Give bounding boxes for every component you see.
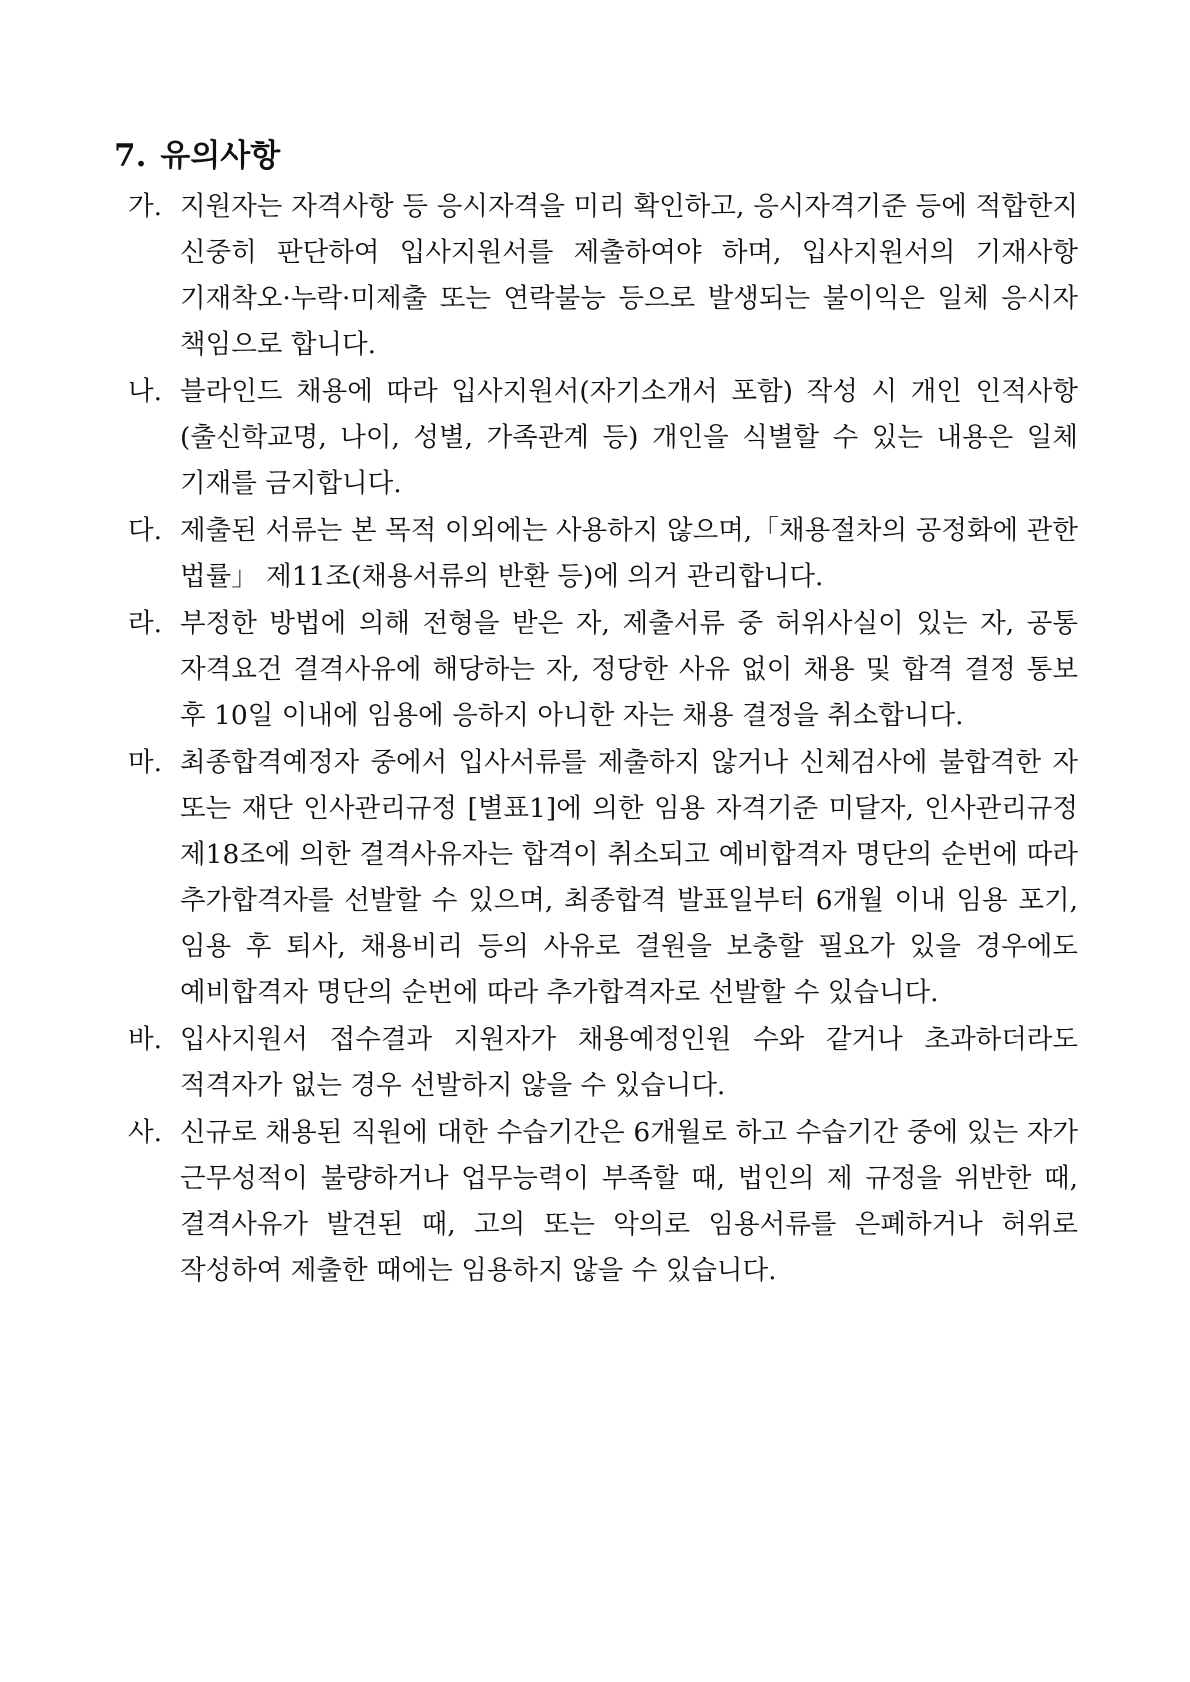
list-item: [128, 184, 1078, 368]
item-marker: 가.: [128, 191, 163, 222]
list-item: [128, 601, 1078, 739]
item-text: 입사지원서 접수결과 지원자가 채용예정인원 수와 같거나 초과하더라도 적격자가 없는 경우 선발하지 않을 수 있습니다.: [180, 1024, 1078, 1101]
item-marker: 사.: [128, 1117, 163, 1148]
list-item: [128, 369, 1078, 507]
item-marker: 다.: [128, 515, 163, 546]
list-item: [128, 1110, 1078, 1294]
list-item: [128, 508, 1078, 600]
item-text: 블라인드 채용에 따라 입사지원서(자기소개서 포함) 작성 시 개인 인적사항(출신학교명, 나이, 성별, 가족관계 등) 개인을 식별할 수 있는 내용은 일체 기재를 금지합니다.: [180, 376, 1078, 499]
item-marker: 나.: [128, 376, 163, 407]
item-text: 신규로 채용된 직원에 대한 수습기간은 6개월로 하고 수습기간 중에 있는 자가 근무성적이 불량하거나 업무능력이 부족할 때, 법인의 제 규정을 위반한 때, 결격사유가 발견된 때, 고의 또는 악의로 임용서류를 은폐하거나 허위로 작성하여 제출한 때에는 임용하지 않을 수 있습니다.: [180, 1117, 1078, 1286]
list-item: [128, 740, 1078, 1016]
item-text: 최종합격예정자 중에서 입사서류를 제출하지 않거나 신체검사에 불합격한 자 또는 재단 인사관리규정 [별표1]에 의한 임용 자격기준 미달자, 인사관리규정 제18조에 의한 결격사유자는 합격이 취소되고 예비합격자 명단의 순번에 따라 추가합격자를 선발할 수 있으며, 최종합격 발표일부터 6개월 이내 임용 포기, 임용 후 퇴사, 채용비리 등의 사유로 결원을 보충할 필요가 있을 경우에도 예비합격자 명단의 순번에 따라 추가합격자로 선발할 수 있습니다.: [180, 747, 1078, 1008]
item-marker: 라.: [128, 608, 163, 639]
item-text: 제출된 서류는 본 목적 이외에는 사용하지 않으며,「채용절차의 공정화에 관한 법률」 제11조(채용서류의 반환 등)에 의거 관리합니다.: [180, 515, 1078, 592]
section-title: 유의사항: [160, 138, 281, 174]
section-heading: [114, 134, 280, 178]
section-number: 7.: [114, 138, 147, 174]
item-text: 지원자는 자격사항 등 응시자격을 미리 확인하고, 응시자격기준 등에 적합한지 신중히 판단하여 입사지원서를 제출하여야 하며, 입사지원서의 기재사항 기재착오·누락·미제출 또는 연락불능 등으로 발생되는 불이익은 일체 응시자 책임으로 합니다.: [180, 191, 1078, 360]
item-marker: 마.: [128, 747, 163, 778]
notice-list: [128, 184, 1078, 1295]
item-text: 부정한 방법에 의해 전형을 받은 자, 제출서류 중 허위사실이 있는 자, 공통 자격요건 결격사유에 해당하는 자, 정당한 사유 없이 채용 및 합격 결정 통보 후 10일 이내에 임용에 응하지 아니한 자는 채용 결정을 취소합니다.: [180, 608, 1078, 731]
list-item: [128, 1017, 1078, 1109]
item-marker: 바.: [128, 1024, 163, 1055]
